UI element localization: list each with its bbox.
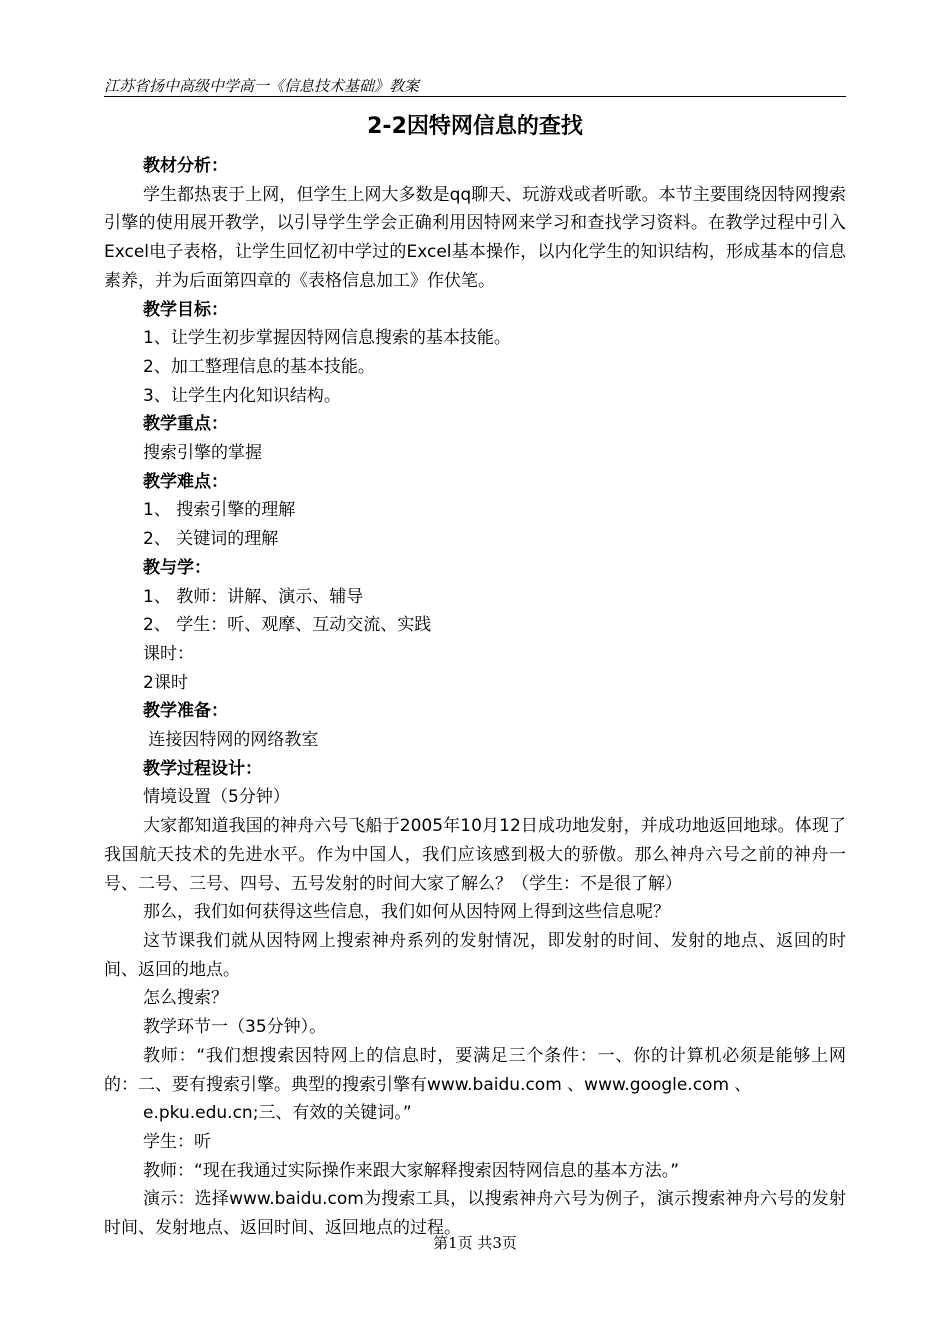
- section-heading-key: 教学重点：: [143, 414, 228, 435]
- analysis-paragraph: 学生都热衷于上网，但学生上网大多数是qq聊天、玩游戏或者听歌。本节主要围绕因特网搜索引擎的使用展开教学，以引导学生学会正确利用因特网来学习和查找学习资料。在教学过程中引入Excel电子表格，让学生回忆初中学过的Excel基本操作，以内化学生的知识结构，形成基本的信息素养，并为后面第四章的《表格信息加工》作伏笔。: [104, 184, 846, 291]
- process-paragraph: 大家都知道我国的神舟六号飞船于2005年10月12日成功地发射，并成功地返回地球。体现了我国航天技术的先进水平。作为中国人，我们应该感到极大的骄傲。那么神舟六号之前的神舟一号、二号、三号、四号、五号发射的时间大家了解么？（学生：不是很了解）: [104, 816, 846, 894]
- hours-text: 2课时: [143, 672, 188, 693]
- process-paragraph: 怎么搜索？: [143, 988, 228, 1009]
- section-heading-analysis: 教材分析：: [143, 156, 228, 176]
- section-heading-goals: 教学目标：: [143, 299, 228, 320]
- page-footer: 第1页 共3页: [433, 1234, 517, 1252]
- goal-item: 1、让学生初步掌握因特网信息搜索的基本技能。: [143, 328, 511, 349]
- process-paragraph: 教师：“我们想搜索因特网上的信息时，要满足三个条件：一、你的计算机必须是能够上网的：二、要有搜索引擎。典型的搜索引擎有www.baidu.com 、www.google.com 、: [104, 1045, 846, 1095]
- process-paragraph: e.pku.edu.cn;三、有效的关键词。”: [143, 1103, 412, 1124]
- teach-item: 1、 教师：讲解、演示、辅导: [143, 586, 364, 607]
- difficult-item: 1、 搜索引擎的理解: [143, 500, 296, 521]
- difficult-item: 2、 关键词的理解: [143, 529, 279, 550]
- process-paragraph: 学生：听: [143, 1131, 211, 1152]
- process-paragraph: 这节课我们就从因特网上搜索神舟系列的发射情况，即发射的时间、发射的地点、返回的时间、返回的地点。: [104, 930, 846, 980]
- goal-item: 3、让学生内化知识结构。: [143, 385, 341, 406]
- section-heading-teach: 教与学：: [143, 557, 211, 578]
- goal-item: 2、加工整理信息的基本技能。: [143, 356, 375, 377]
- header-rule: [104, 96, 846, 97]
- running-header: 江苏省扬中高级中学高一《信息技术基础》教案: [104, 77, 420, 95]
- process-paragraph: 情境设置（5分钟）: [143, 787, 290, 808]
- process-paragraph: 演示：选择www.baidu.com为搜索工具，以搜索神舟六号为例子，演示搜索神舟六号的发射时间、发射地点、返回时间、返回地点的过程。: [104, 1189, 846, 1239]
- key-point-text: 搜索引擎的掌握: [143, 443, 262, 464]
- prep-text: 连接因特网的网络教室: [143, 730, 319, 751]
- section-heading-prep: 教学准备：: [143, 701, 228, 722]
- section-heading-difficult: 教学难点：: [143, 471, 228, 492]
- section-heading-process: 教学过程设计：: [143, 758, 262, 779]
- document-body: [104, 152, 846, 1243]
- process-paragraph: 那么，我们如何获得这些信息，我们如何从因特网上得到这些信息呢？: [143, 902, 670, 923]
- teach-item: 2、 学生：听、观摩、互动交流、实践: [143, 615, 432, 636]
- process-paragraph: 教师：“现在我通过实际操作来跟大家解释搜索因特网信息的基本方法。”: [143, 1160, 680, 1181]
- process-paragraph: 教学环节一（35分钟）。: [143, 1017, 327, 1038]
- document-title: 2-2因特网信息的查找: [367, 114, 583, 139]
- section-heading-hours: 课时：: [143, 643, 194, 664]
